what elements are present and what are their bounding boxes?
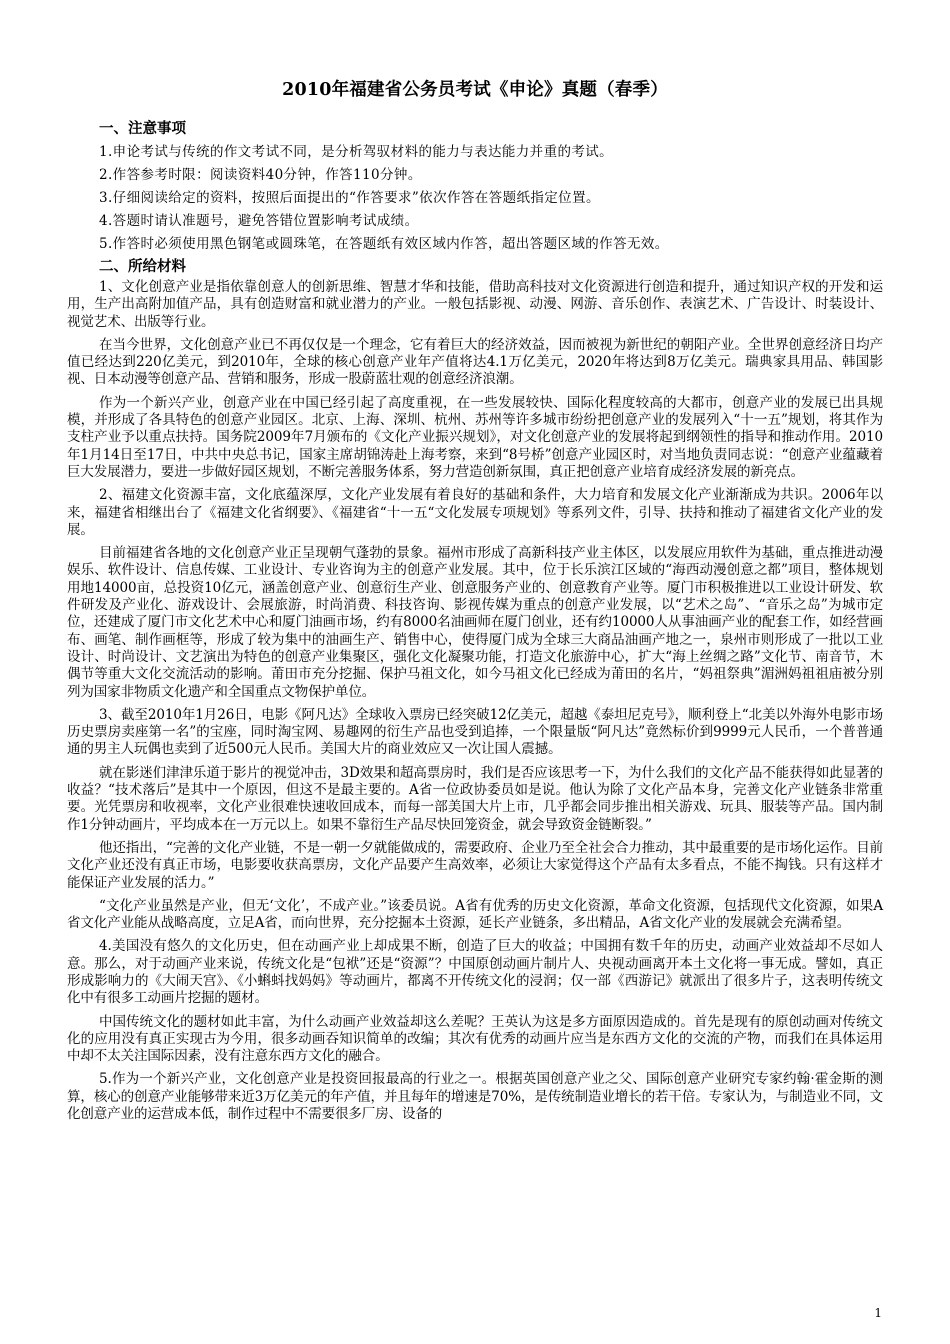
material-paragraph: 2、福建文化资源丰富，文化底蕴深厚，文化产业发展有着良好的基础和条件，大力培育和发展文化产业渐渐成为共识。2006年以来，福建省相继出台了《福建文化省纲要》、《福建省“十一五“文化发展专项规划》等系列文件，引导、扶持和推动了福建省文化产业的发展。	[67, 487, 883, 538]
material-paragraph: 就在影迷们津津乐道于影片的视觉冲击，3D效果和超高票房时，我们是否应该思考一下，为什么我们的文化产品不能获得如此显著的收益？“技术落后”是其中一个原因，但这不是最主要的。A省一位政协委员如是说。他认为除了文化产品本身，完善文化产业链条非常重要。光凭票房和收视率，文化产业很难快速收回成本，而每一部美国大片上市，几乎都会同步推出相关游戏、玩具、服装等产品。国内制作1分钟动画片，平均成本在一万元以上。如果不靠衍生产品尽快回笼资金，就会导致资金链断裂。”	[67, 764, 883, 833]
notice-item: 2.作答参考时限：阅读资料40分钟，作答110分钟。	[99, 167, 422, 183]
page-number: 1	[874, 1306, 882, 1320]
material-paragraph: 5.作为一个新兴产业，文化创意产业是投资回报最高的行业之一。根据英国创意产业之父、国际创意产业研究专家约翰·霍金斯的测算，核心的创意产业能够带来近3万亿美元的年产值，并且每年的增速是70%，是传统制造业增长的若干倍。专家认为，与制造业不同，文化创意产业的运营成本低，制作过程中不需要很多厂房、设备的	[67, 1071, 883, 1123]
section-heading-notes: 一、注意事项	[99, 120, 186, 137]
material-paragraph: 作为一个新兴产业，创意产业在中国已经引起了高度重视，在一些发展较快、国际化程度较高的大都市，创意产业的发展已出具规模，并形成了各具特色的创意产业园区。北京、上海、深圳、杭州、苏州等许多城市纷纷把创意产业的发展列入“十一五”规划，将其作为支柱产业予以重点扶持。国务院2009年7月颁布的《文化产业振兴规划》，对文化创意产业的发展将起到纲领性的指导和推动作用。2010年1月14日至17日，中共中央总书记，国家主席胡锦涛赴上海考察，来到“8号桥”创意产业园区时，对当地负责同志说：“创意产业蕴藏着巨大发展潜力，要进一步做好园区规划，不断完善服务体系，努力营造创新氛围，真正把创意产业培育成经济发展的新亮点。	[67, 394, 883, 480]
notice-item: 1.申论考试与传统的作文考试不同，是分析驾驭材料的能力与表达能力并重的考试。	[99, 144, 614, 160]
document-title: 2010年福建省公务员考试《申论》真题（春季）	[282, 80, 668, 100]
material-paragraph: 目前福建省各地的文化创意产业正呈现朝气蓬勃的景象。福州市形成了高新科技产业主体区，以发展应用软件为基础，重点推进动漫娱乐、软件设计、信息传媒、工业设计、专业咨询为主的创意产业发展。其中，位于长乐滨江区域的“海西动漫创意之都”项目，整体规划用地14000亩，总投资10亿元，涵盖创意产业、创意衍生产业、创意服务产业的、创意教育产业等。厦门市积极推进以工业设计研发、软件研发及产业化、游戏设计、会展旅游，时尚消费、科技咨询、影视传媒为重点的创意产业发展，以“艺术之岛”、“音乐之岛”为城市定位，还建成了厦门市文化艺术中心和厦门油画市场，约有8000名油画师在厦门创业，还有约10000人从事油画产业的配套工作，如经营画布、画笔、制作画框等，形成了较为集中的油画生产、销售中心，使得厦门成为全球三大商品油画产地之一，泉州市则形成了一批以工业设计、时尚设计、文艺演出为特色的创意产业集聚区，强化文化凝聚功能，打造文化旅游中心，扩大“海上丝绸之路”文化节、南音节，木偶节等重大文化交流活动的影响。莆田市充分挖掘、保护马祖文化，如今马祖文化已经成为莆田的名片，“妈祖祭典”湄洲妈祖祖庙被分别列为国家非物质文化遗产和全国重点文物保护单位。	[67, 545, 883, 700]
notice-item: 5.作答时必须使用黑色钢笔或圆珠笔，在答题纸有效区域内作答，超出答题区域的作答无效。	[99, 236, 669, 252]
notice-item: 4.答题时请认准题号，避免答错位置影响考试成绩。	[99, 213, 419, 229]
section-heading-materials: 二、所给材料	[99, 258, 186, 275]
notice-item: 3.仔细阅读给定的资料，按照后面提出的“作答要求”依次作答在答题纸指定位置。	[99, 190, 600, 206]
material-paragraph: “文化产业虽然是产业，但无‘文化’，不成产业。”该委员说。A省有优秀的历史文化资源，革命文化资源，包括现代文化资源，如果A省文化产业能从战略高度，立足A省，而向世界，充分挖掘本土资源，延长产业链条，多出精品，A省文化产业的发展就会充满希望。	[67, 897, 883, 932]
material-paragraph: 中国传统文化的题材如此丰富，为什么动画产业效益却这么差呢？王英认为这是多方面原因造成的。首先是现有的原创动画对传统文化的应用没有真正实现古为今用，很多动画吞知识简单的改编；其次有优秀的动画片应当是东西方文化的交流的产物，而我们在具体运用中却不太关注国际因素，没有注意东西方文化的融合。	[67, 1013, 883, 1065]
material-paragraph: 他还指出，“完善的文化产业链，不是一朝一夕就能做成的，需要政府、企业乃至全社会合力推动，其中最重要的是市场化运作。目前文化产业还没有真正市场，电影要收获高票房，文化产品要产生高效率，必须让大家觉得这个产品有太多看点，不能不掏钱。只有这样才能保证产业发展的活力。”	[67, 839, 884, 891]
material-paragraph: 在当今世界，文化创意产业已不再仅仅是一个理念，它有着巨大的经济效益，因而被视为新世纪的朝阳产业。全世界创意经济日均产值已经达到220亿美元，到2010年，全球的核心创意产业年产值将达4.1万亿美元，2020年将达到8万亿美元。瑞典家具用品、韩国影视、日本动漫等创意产品、营销和服务，形成一股蔚蓝壮观的创意经济浪潮。	[67, 336, 883, 388]
material-paragraph: 3、截至2010年1月26日，电影《阿凡达》全球收入票房已经突破12亿美元，超越《泰坦尼克号》，顺利登上“北美以外海外电影市场历史票房卖座第一名”的宝座，同时淘宝网、易趣网的衍生产品也受到追捧，一个限量版“阿凡达”竟然标价到9999元人民币，一个普普通通的男主人玩偶也卖到了近500元人民币。美国大片的商业效应又一次让国人震撼。	[67, 706, 883, 758]
material-paragraph: 1、文化创意产业是指依靠创意人的创新思维、智慧才华和技能，借助高科技对文化资源进行创造和提升，通过知识产权的开发和运用，生产出高附加值产品，具有创造财富和就业潜力的产业。一般包括影视、动漫、网游、音乐创作、表演艺术、广告设计、时装设计、视觉艺术、出版等行业。	[67, 279, 883, 330]
material-paragraph: 4.美国没有悠久的文化历史，但在动画产业上却成果不断，创造了巨大的收益；中国拥有数千年的历史，动画产业效益却不尽如人意。那么，对于动画产业来说，传统文化是“包袱”还是“资源”？中国原创动画片制片人、央视动画离开本土文化将一事无成。譬如，真正形成影响力的《大闹天宫》、《小蝌蚪找妈妈》等动画片，都离不开传统文化的浸润；仅一部《西游记》就派出了很多片子，这表明传统文化中有很多工动画片挖掘的题材。	[67, 938, 883, 1007]
